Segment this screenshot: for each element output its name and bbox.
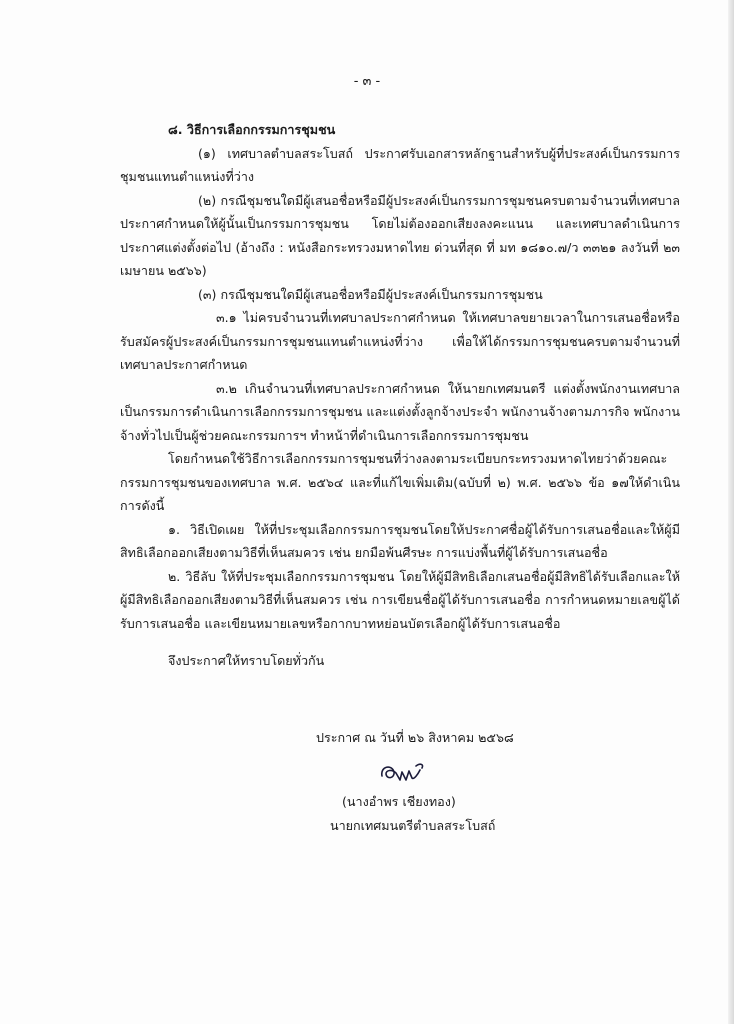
paragraph-1: (๑) เทศบาลตำบลสระโบสถ์ ประกาศรับเอกสารหลักฐานสำหรับผู้ที่ประสงค์เป็นกรรมการชุมชนแทนตำแหน่งที่ว่าง (120, 145, 680, 184)
date-line: ประกาศ ณ วันที่ ๒๖ สิงหาคม ๒๕๖๘ (316, 730, 514, 745)
closing-line: จึงประกาศให้ทราบโดยทั่วกัน (168, 653, 325, 668)
paragraph-3-1: ๓.๑ ไม่ครบจำนวนที่เทศบาลประกาศกำหนด ให้เทศบาลขยายเวลาในการเสนอชื่อหรือรับสมัครผู้ประสงค์เป็นกรรมการชุมชนแทนตำแหน่งที่ว่าง เพื่อให้ได้กรรมการชุมชนครบตามจำนวนที่ เทศบาลประกาศกำหนด (120, 310, 680, 372)
signer-name: (นางอำพร เชียงทอง) (342, 794, 456, 809)
section-heading: ๘. วิธีการเลือกกรรมการชุมชน (168, 122, 336, 137)
signer-position: นายกเทศมนตรีตำบลสระโบสถ์ (330, 818, 496, 833)
paragraph-3-2: ๓.๒ เกินจำนวนที่เทศบาลประกาศกำหนด ให้นายกเทศมนตรี แต่งตั้งพนักงานเทศบาลเป็นกรรมการดำเนินการเลือกกรรมการชุมชน และแต่งตั้งลูกจ้างประจำ พนักงานจ้างตามภารกิจ พนักงานจ้างทั่วไปเป็นผู้ช่วยคณะกรรมการฯ ทำหน้าที่ดำเนินการเลือกกรรมการชุมชน (120, 380, 680, 443)
paragraph-4: โดยกำหนดใช้วิธีการเลือกกรรมการชุมชนที่ว่างลงตามระเบียบกระทรวงมหาดไทยว่าด้วยคณะกรรมการชุมชนของเทศบาล พ.ศ. ๒๕๖๔ และที่แก้ไขเพิ่มเติม(ฉบับที่ ๒) พ.ศ. ๒๕๖๖ ข้อ ๑๗ให้ดำเนินการดังนี้ (120, 451, 680, 513)
handwritten-signature (378, 760, 438, 788)
paragraph-3: (๓) กรณีชุมชนใดมีผู้เสนอชื่อหรือมีผู้ประสงค์เป็นกรรมการชุมชน (198, 286, 543, 302)
paragraph-secret-method: ๒. วิธีลับ ให้ที่ประชุมเลือกกรรมการชุมชน โดยให้ผู้มีสิทธิเลือกเสนอชื่อผู้มีสิทธิได้รับเลือกและให้ผู้มีสิทธิเลือกออกเสียงตามวิธีที่เห็นสมควร เช่น การเขียนชื่อผู้ได้รับการเสนอชื่อ การกำหนดหมายเลขผู้ได้รับการเสนอชื่อ และเขียนหมายเลขหรือกากบาทหย่อนบัตรเลือกผู้ได้รับการเสนอชื่อ (120, 568, 680, 631)
paragraph-open-method: ๑. วิธีเปิดเผย ให้ที่ประชุมเลือกกรรมการชุมชนโดยให้ประกาศชื่อผู้ได้รับการเสนอชื่อและให้ผู้มีสิทธิเลือกออกเสียงตามวิธีที่เห็นสมควร เช่น ยกมือพ้นศีรษะ การแบ่งพื้นที่ผู้ได้รับการเสนอชื่อ (120, 521, 680, 560)
page-number: - ๓ - (353, 74, 381, 89)
paragraph-2: (๒) กรณีชุมชนใดมีผู้เสนอชื่อหรือมีผู้ประสงค์เป็นกรรมการชุมชนครบตามจำนวนที่เทศบาลประกาศกำหนดให้ผู้นั้นเป็นกรรมการชุมชน โดยไม่ต้องออกเสียงลงคะแนน และเทศบาลดำเนินการประกาศแต่งตั้งต่อไป (อ้างถึง : หนังสือกระทรวงมหาดไทย ด่วนที่สุด ที่ มท ๑๘๑๐.๗/ว ๓๓๒๑ ลงวันที่ ๒๓ เมษายน ๒๕๖๖) (120, 192, 680, 278)
document-body (120, 118, 680, 673)
page-edge-shadow (728, 0, 734, 1024)
